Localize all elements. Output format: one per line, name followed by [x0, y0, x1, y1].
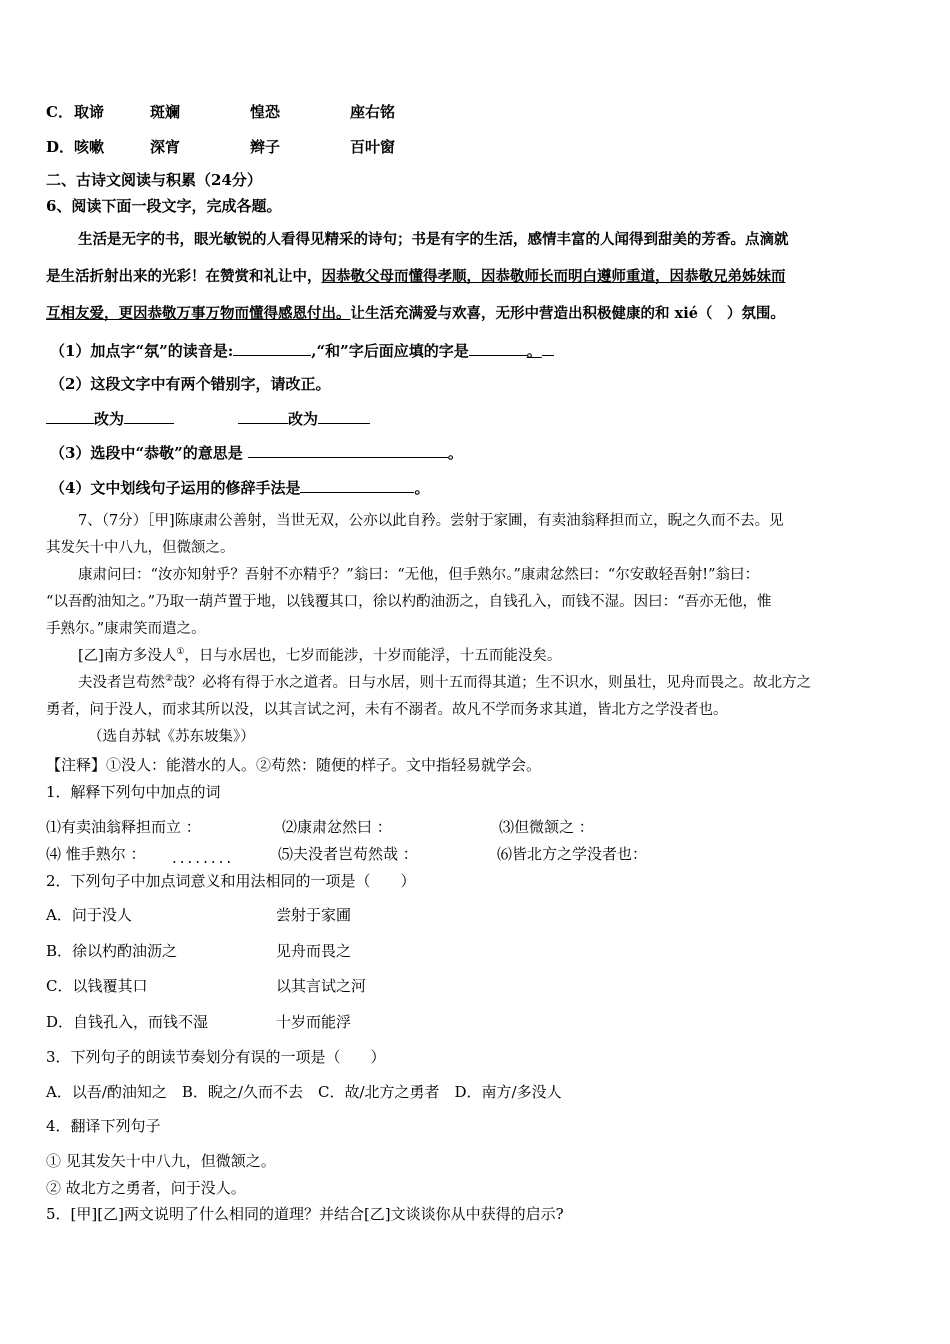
q6-underlined-sentence: 因恭敬父母而懂得孝顺，因恭敬师长而明白遵师重道，因恭敬兄弟姊妹而: [321, 268, 786, 285]
q7-sub2-option: A．问于没人: [46, 906, 132, 924]
footnote-marker: ①: [176, 647, 185, 658]
q6-sub3: [50, 442, 463, 463]
option-d-letter: D．: [46, 138, 75, 156]
q7-sub4: 4．翻译下列句子: [46, 1117, 161, 1135]
correction-label: 改为: [288, 410, 319, 428]
q7-sub1-item: ⑸夫没者岂苟然哉 ：: [278, 845, 418, 863]
q7-passage-line1: 7、（7分）［甲]陈康肃公善射，当世无双，公亦以此自矜。尝射于家圃，有卖油翁释担而立，睨之久而不去。见: [78, 513, 784, 529]
q6-passage-text: 是生活折射出来的光彩！在赞赏和礼让中，: [46, 268, 322, 285]
q6-sub3-text: （3）选段中“恭敬”的意思是: [50, 444, 248, 462]
q7-yi-text: [乙]南方多没人: [78, 648, 177, 664]
q7-passage-line3: 康肃问曰：“汝亦知射乎？吾射不亦精乎？”翁曰：“无他，但手熟尔。”康肃忿然曰：“尔安敢轻吾射!”翁曰：: [78, 567, 760, 583]
q7-passage-line4: “以吾酌油知之。”乃取一葫芦置于地，以钱覆其口，徐以杓酌油沥之，自钱孔入，而钱不湿。因曰：“吾亦无他，惟: [46, 594, 772, 610]
q7-sub2-option: C．以钱覆其口: [46, 977, 148, 995]
answer-blank[interactable]: [248, 442, 448, 458]
q7-text-cont: 哉？必将有得于水之道者。日与水居，则十五而得其道；生不识水，则虽壮，见舟而畏之。故北方之: [173, 675, 812, 691]
q7-sub5: 5．[甲][乙]两文说明了什么相同的道理？并结合[乙]文谈谈你从中获得的启示?: [46, 1205, 564, 1223]
footnote-marker: ②: [165, 674, 174, 685]
option-d-word2: 深宵: [150, 138, 181, 156]
q7-passage-line5: 手熟尔。”康肃笑而遣之。: [46, 621, 206, 637]
q6-sub2: （2）这段文字中有两个错别字，请改正。: [50, 375, 331, 393]
q7-sub2-option-pair: 见舟而畏之: [276, 942, 352, 960]
q7-sub1-item: ⑹皆北方之学没者也：: [497, 845, 648, 863]
option-d-word1: 咳嗽: [74, 138, 105, 156]
q7-text: 夫没者岂苟然: [78, 675, 165, 691]
q7-sub1-item: ⑵康肃忿然曰 ：: [282, 818, 392, 836]
answer-blank[interactable]: [124, 408, 174, 424]
answer-blank: [542, 340, 554, 356]
option-c-word2: 斑斓: [150, 103, 181, 121]
q7-passage-line6: [78, 646, 561, 666]
option-c-letter: C．: [46, 103, 73, 121]
q7-sub3-options: A．以吾/酌油知之 B．睨之/久而不去 C．故/北方之勇者 D．南方/多没人: [46, 1083, 562, 1101]
q7-sub1-item: ⑷ 惟手熟尔 ：: [46, 845, 146, 863]
q6-correction-row-2: [238, 408, 370, 429]
q7-sub1-item: ⑶但微颔之 ：: [499, 818, 594, 836]
q6-sub1-text2: ,“和”字后面应填的字是: [311, 342, 469, 360]
q7-sub3: 3．下列句子的朗读节奏划分有误的一项是（ ）: [46, 1048, 386, 1066]
q6-correction-row: [46, 408, 174, 429]
q7-sub2-option: D．自钱孔入，而钱不湿: [46, 1013, 209, 1031]
q6-passage-text-end: 让生活充满爱与欢喜，无形中营造出积极健康的和 xié（ ）氛围。: [350, 305, 785, 322]
q6-sub1: [50, 340, 554, 361]
emphasis-dots: ........: [172, 849, 235, 867]
answer-blank[interactable]: [300, 477, 414, 493]
correction-label: 改为: [94, 410, 125, 428]
option-c-word4: 座右铭: [350, 103, 396, 121]
q7-passage-line8: 勇者，问于没人，而求其所以没，以其言试之河，未有不溺者。故凡不学而务求其道，皆北方之学没者也。: [46, 702, 728, 718]
q7-sub1: 1．解释下列句中加点的词: [46, 783, 221, 801]
answer-blank[interactable]: [238, 408, 288, 424]
q6-passage-line2: [46, 267, 786, 287]
q7-sub2: 2．下列句子中加点词意义和用法相同的一项是（ ）: [46, 872, 416, 890]
q7-passage-line2: 其发矢十中八九，但微颔之。: [46, 540, 235, 556]
q7-sub2-option-pair: 尝射于家圃: [276, 906, 352, 924]
answer-blank[interactable]: [233, 340, 311, 356]
q6-sub4-text: （4）文中划线句子运用的修辞手法是: [50, 479, 301, 497]
q6-underlined-sentence-end: 互相友爱，更因恭敬万事万物而懂得感恩付出。: [46, 305, 351, 322]
q6-sub1-end: 。: [526, 342, 542, 360]
q7-sub4-item: ② 故北方之勇者，问于没人。: [46, 1179, 246, 1197]
section-title: 二、古诗文阅读与积累（24分）: [46, 171, 262, 189]
answer-blank[interactable]: [318, 408, 370, 424]
q6-passage-line3: [46, 304, 785, 324]
q6-sub1-text: （1）加点字“氛”的读音是:: [50, 342, 234, 360]
q6-passage-line1: 生活是无字的书，眼光敏锐的人看得见精采的诗句；书是有字的生活，感情丰富的人闻得到甜美的芳香。点滴就: [78, 231, 789, 248]
q7-sub2-option: B．徐以杓酌油沥之: [46, 942, 178, 960]
q7-yi-text-cont: ，日与水居也，七岁而能涉，十岁而能浮，十五而能没矣。: [184, 648, 562, 664]
q7-sub2-option-pair: 以其言试之河: [276, 977, 367, 995]
q6-sub4: [50, 477, 429, 498]
q6-sub4-end: 。: [414, 479, 430, 497]
answer-blank[interactable]: [469, 340, 527, 356]
option-d-word3: 辫子: [250, 138, 281, 156]
option-c-word3: 惶恐: [250, 103, 281, 121]
q7-sub4-item: ① 见其发矢十中八九，但微颔之。: [46, 1152, 276, 1170]
q6-sub3-end: 。: [447, 444, 463, 462]
q7-source: （选自苏轼《苏东坡集》）: [88, 729, 255, 745]
q7-sub2-option-pair: 十岁而能浮: [276, 1013, 352, 1031]
option-d-word4: 百叶窗: [350, 138, 396, 156]
q7-sub1-item: ⑴有卖油翁释担而立 ：: [46, 818, 201, 836]
option-c-word1: 取谛: [74, 103, 105, 121]
q7-note: 【注释】①没人：能潜水的人。②苟然：随便的样子。文中指轻易就学会。: [46, 756, 542, 774]
answer-blank[interactable]: [46, 408, 94, 424]
q7-passage-line7: [78, 673, 811, 693]
q6-stem: 6、阅读下面一段文字，完成各题。: [46, 197, 282, 215]
